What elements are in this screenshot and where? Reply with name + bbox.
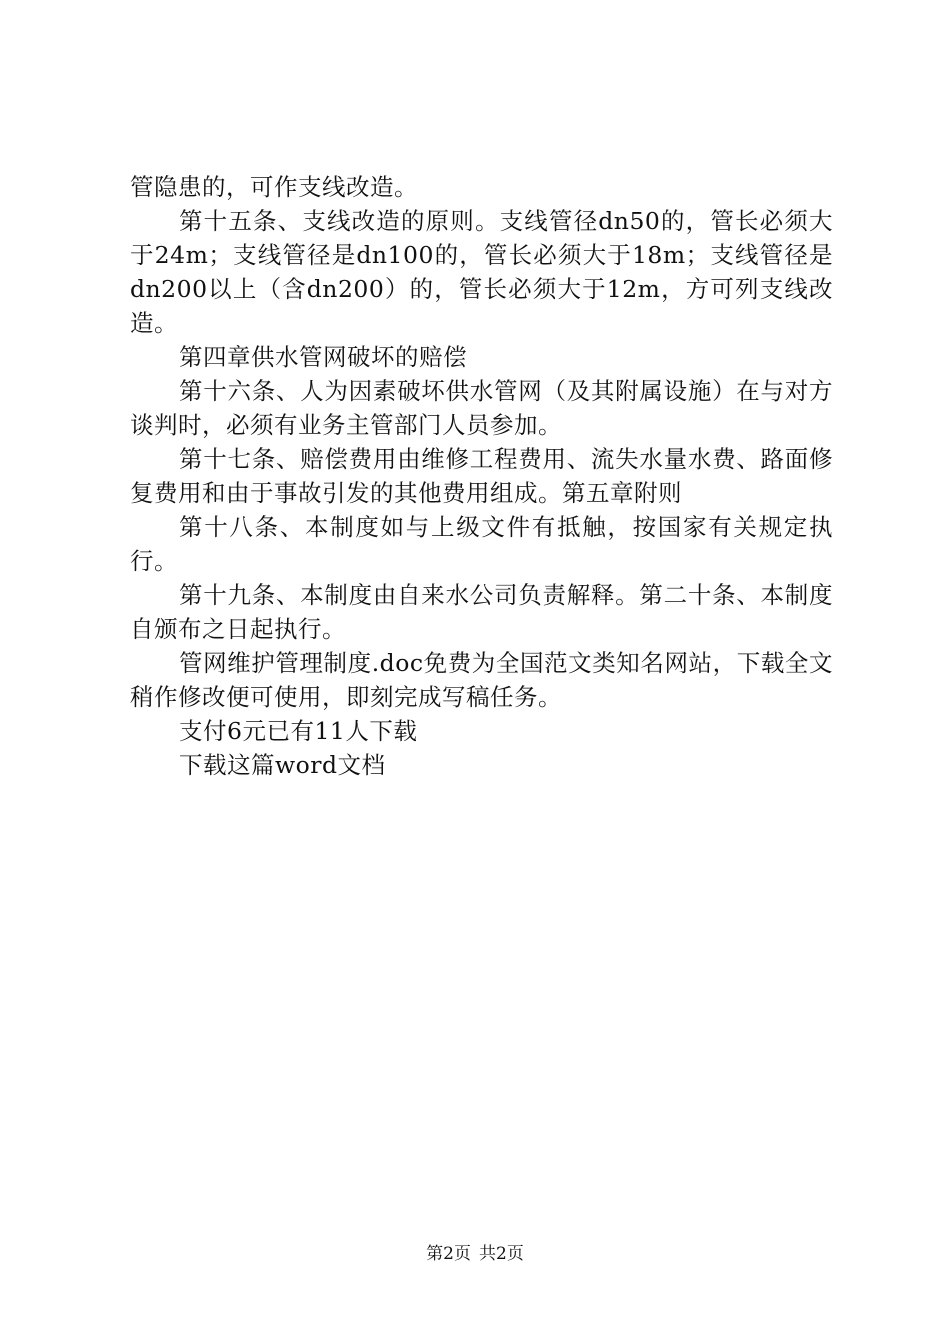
page-number-current: 第2页 <box>426 1244 471 1264</box>
page-number-total: 共2页 <box>479 1244 524 1264</box>
paragraph-article-15: 第十五条、支线改造的原则。支线管径dn50的，管长必须大于24m；支线管径是dn100的，管长必须大于18m；支线管径是dn200以上（含dn200）的，管长必须大于12m，方可列支线改造。 <box>130 207 833 337</box>
paragraph-continuation: 管隐患的，可作支线改造。 <box>130 173 418 201</box>
document-body <box>130 170 833 782</box>
paragraph-article-17: 第十七条、赔偿费用由维修工程费用、流失水量水费、路面修复费用和由于事故引发的其他费用组成。第五章附则 <box>130 445 833 507</box>
paragraph-site-notice: 管网维护管理制度.doc免费为全国范文类知名网站，下载全文稍作修改便可使用，即刻完成写稿任务。 <box>130 649 833 711</box>
page-footer <box>0 1243 950 1265</box>
download-count-text[interactable]: 支付6元已有11人下载 <box>179 717 418 745</box>
paragraph-article-16: 第十六条、人为因素破坏供水管网（及其附属设施）在与对方谈判时，必须有业务主管部门人员参加。 <box>130 377 833 439</box>
paragraph-article-19-20: 第十九条、本制度由自来水公司负责解释。第二十条、本制度自颁布之日起执行。 <box>130 581 833 643</box>
download-document-link[interactable]: 下载这篇word文档 <box>179 751 386 779</box>
chapter-4-heading: 第四章供水管网破坏的赔偿 <box>179 343 467 371</box>
paragraph-article-18: 第十八条、本制度如与上级文件有抵触，按国家有关规定执行。 <box>130 513 833 575</box>
